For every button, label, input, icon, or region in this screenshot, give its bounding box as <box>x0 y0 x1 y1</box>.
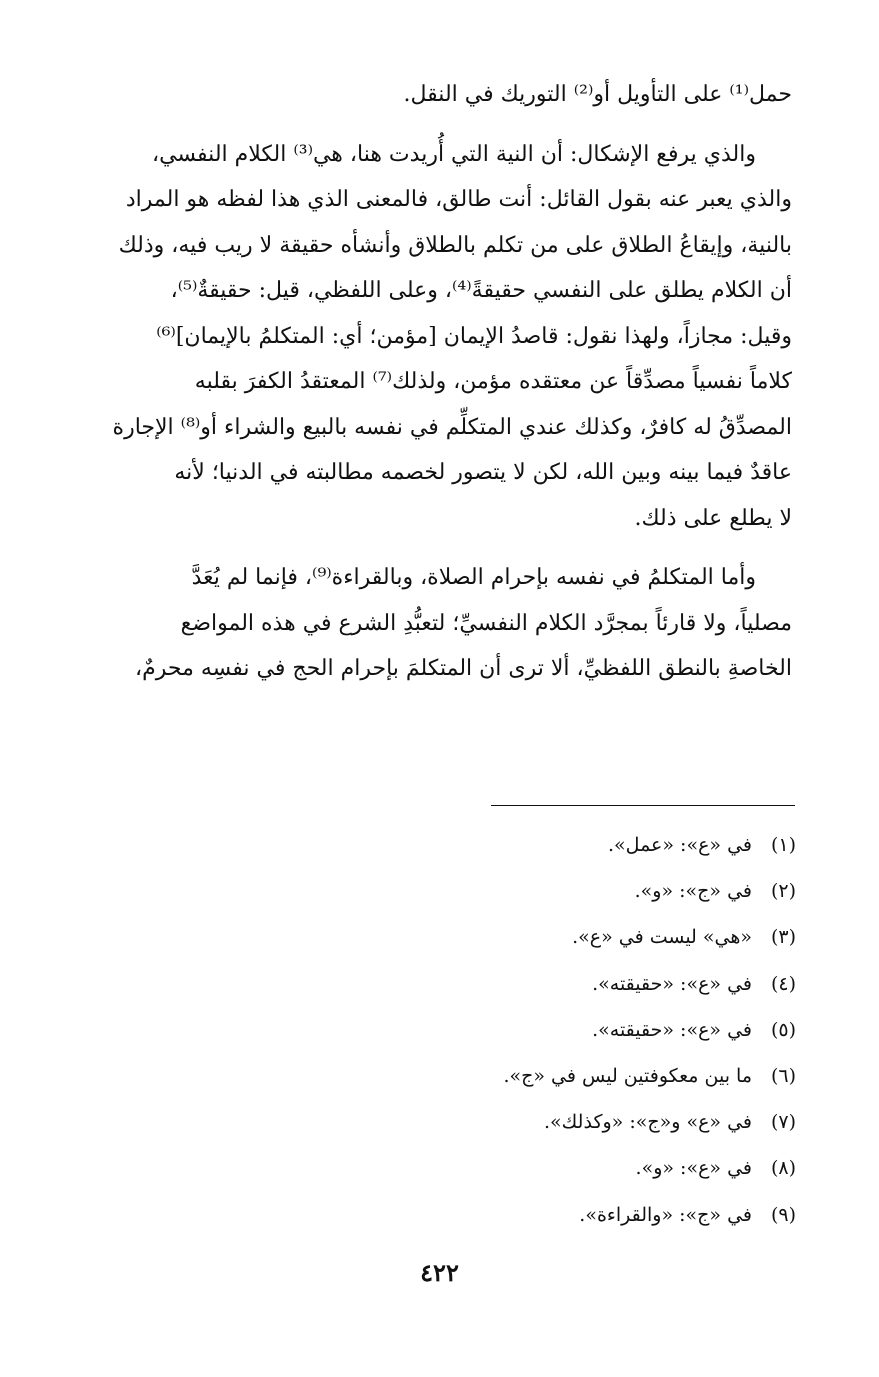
page-number: ٤٢٢ <box>420 1258 459 1287</box>
footnote-text: ما بين معكوفتين ليس في «ج». <box>503 1065 752 1088</box>
footnote-9 <box>200 1192 796 1238</box>
footnote-5 <box>200 1007 796 1053</box>
footnote-2 <box>200 868 796 914</box>
text-line: عاقدٌ فيما بينه وبين الله، لكن لا يتصور لخصمه مطالبته في الدنيا؛ لأنه <box>174 460 792 485</box>
text-line: لا يطلع على ذلك. <box>634 505 792 531</box>
paragraph-3 <box>70 555 792 692</box>
footnote-text: «هي» ليست في «ع». <box>572 926 752 949</box>
text-line: حمل⁽¹⁾ على التأويل أو⁽²⁾ التوريك في النقل. <box>403 82 792 107</box>
footnote-8 <box>200 1145 796 1191</box>
footnote-number: (٢) <box>770 880 796 903</box>
footnote-text: في «ج»: «و». <box>634 880 752 903</box>
main-text <box>70 72 792 692</box>
footnote-number: (٤) <box>770 972 796 995</box>
text-line: بالنية، وإيقاعُ الطلاق على من تكلم بالطلاق وأنشأه حقيقة لا ريب فيه، وذلك <box>118 232 792 258</box>
footnote-3 <box>200 914 796 960</box>
footnote-4 <box>200 961 796 1007</box>
footnote-number: (١) <box>770 834 796 856</box>
text-line: المصدِّقُ له كافرٌ، وكذلك عندي المتكلِّم في نفسه بالبيع والشراء أو⁽⁸⁾ الإجارة <box>112 414 792 440</box>
text-line: كلاماً نفسياً مصدِّقاً عن معتقده مؤمن، ولذلك⁽⁷⁾ المعتقدُ الكفرَ بقلبه <box>194 369 792 394</box>
footnote-number: (٥) <box>770 1018 796 1041</box>
text-line: والذي يعبر عنه بقول القائل: أنت طالق، فالمعنى الذي هذا لفظه هو المراد <box>125 187 792 212</box>
paragraph-2 <box>70 132 792 542</box>
footnote-number: (٧) <box>770 1111 796 1134</box>
footnote-7 <box>200 1099 796 1145</box>
text-line: والذي يرفع الإشكال: أن النية التي أُريدت هنا، هي⁽³⁾ الكلام النفسي، <box>151 141 756 167</box>
footnote-number: (٣) <box>770 926 796 949</box>
text-line: الخاصةِ بالنطق اللفظيِّ، ألا ترى أن المتكلمَ بإحرام الحج في نفسِه محرمٌ، <box>135 656 792 681</box>
footnote-text: في «ع»: «عمل». <box>608 834 752 856</box>
text-line: وقيل: مجازاً، ولهذا نقول: قاصدُ الإيمان [مؤمن؛ أي: المتكلمُ بالإيمان]⁽⁶⁾ <box>156 323 792 349</box>
paragraph-1 <box>70 72 792 118</box>
text-line: مصلياً، ولا قارئاً بمجرَّد الكلام النفسيِّ؛ لتعبُّدِ الشرع في هذه المواضع <box>180 610 792 636</box>
footnote-number: (٦) <box>770 1065 796 1088</box>
footnote-text: في «ع»: «حقيقته». <box>592 1018 752 1041</box>
footnote-text: في «ع»: «و». <box>635 1157 752 1180</box>
footnotes-list <box>200 822 796 1238</box>
footnote-text: في «ج»: «والقراءة». <box>579 1203 752 1226</box>
footnote-number: (٨) <box>770 1157 796 1180</box>
footnote-6 <box>200 1053 796 1099</box>
text-line: وأما المتكلمُ في نفسه بإحرام الصلاة، وبالقراءة⁽⁹⁾، فإنما لم يُعَدَّ <box>191 565 756 590</box>
footnote-1 <box>200 822 796 868</box>
footnote-divider <box>491 805 795 806</box>
footnote-text: في «ع» و«ج»: «وكذلك». <box>544 1111 752 1134</box>
footnote-number: (٩) <box>770 1203 796 1226</box>
footnote-text: في «ع»: «حقيقته». <box>592 972 752 995</box>
text-line: أن الكلام يطلق على النفسي حقيقةً⁽⁴⁾، وعلى اللفظي، قيل: حقيقةٌ⁽⁵⁾، <box>170 278 792 303</box>
